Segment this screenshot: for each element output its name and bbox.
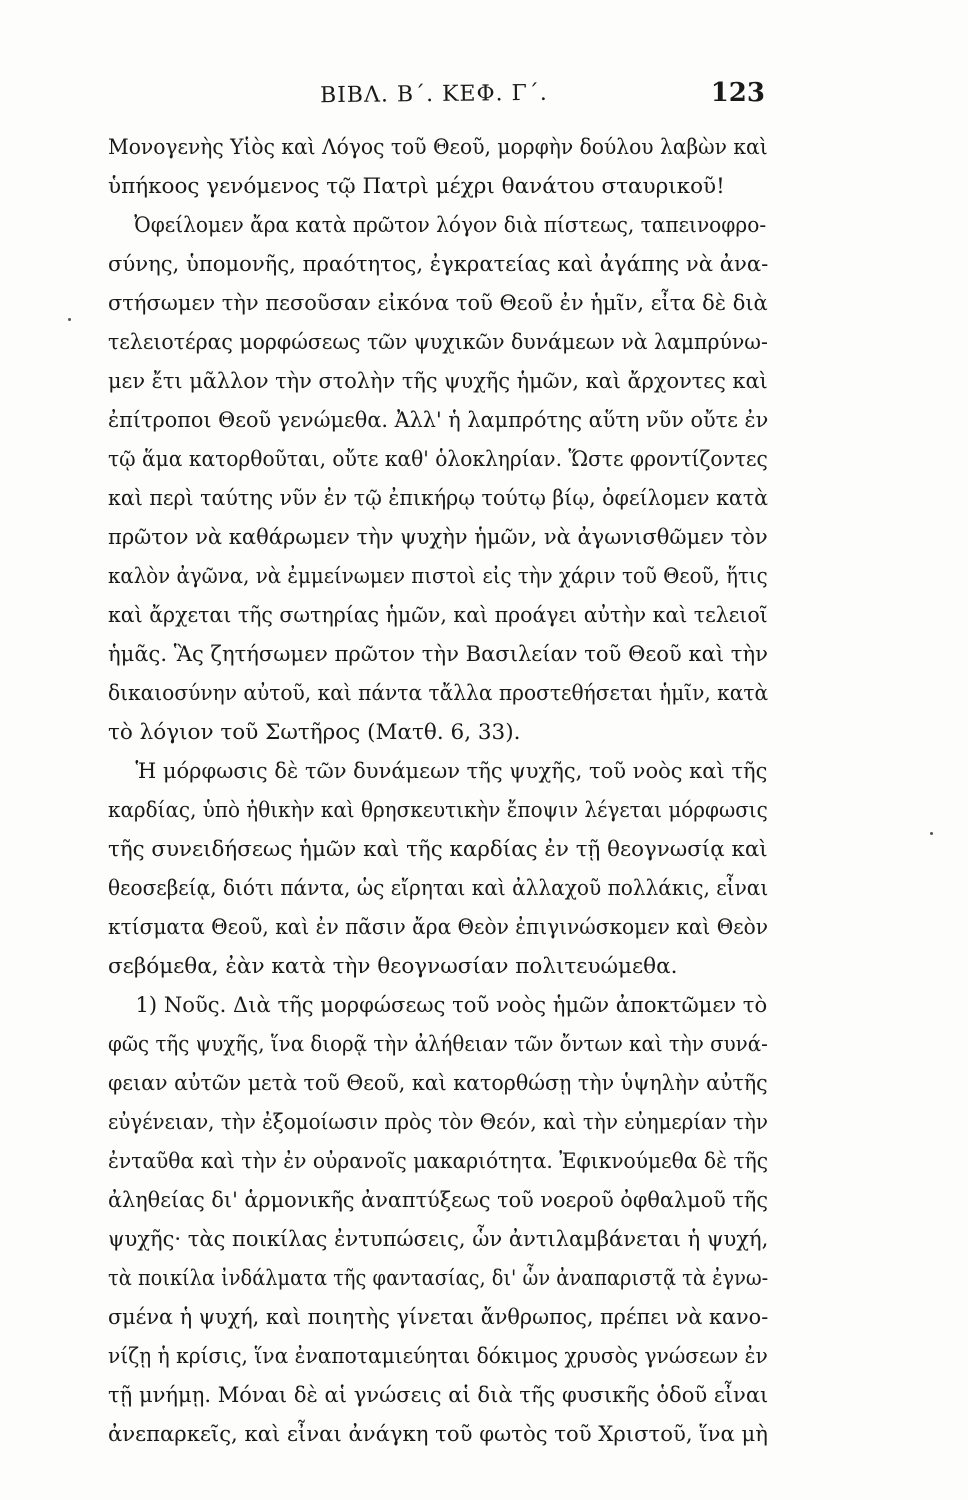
- paragraph-start-line: Ὀφείλομεν ἄρα κατὰ πρῶτον λόγον διὰ πίστεως, ταπεινοφρο-: [134, 213, 767, 238]
- running-head: [110, 78, 765, 114]
- paragraph-start-line: Ἡ μόρφωσις δὲ τῶν δυνάμεων τῆς ψυχῆς, τοῦ νοὸς καὶ τῆς: [135, 759, 768, 784]
- text-line: τελειοτέρας μορφώσεως τῶν ψυχικῶν δυνάμεων νὰ λαμπρύνω-: [108, 330, 768, 355]
- running-title: ΒΙΒΛ. Β΄. ΚΕΦ. Γ΄.: [319, 80, 548, 109]
- text-line: ψυχῆς· τὰς ποικίλας ἐντυπώσεις, ὧν ἀντιλαμβάνεται ἡ ψυχή,: [108, 1227, 769, 1252]
- text-line: ἀληθείας δι' ἁρμονικῆς ἀναπτύξεως τοῦ νοεροῦ ὀφθαλμοῦ τῆς: [108, 1188, 769, 1213]
- text-line: φῶς τῆς ψυχῆς, ἵνα διορᾷ τὴν ἀλήθειαν τῶν ὄντων καὶ τὴν συνά-: [108, 1032, 768, 1057]
- text-line: καρδίας, ὑπὸ ἠθικὴν καὶ θρησκευτικὴν ἔποψιν λέγεται μόρφωσις: [108, 798, 768, 823]
- text-line: μεν ἔτι μᾶλλον τὴν στολὴν τῆς ψυχῆς ἡμῶν, καὶ ἄρχοντες καὶ: [108, 369, 768, 394]
- text-line: τὰ ποικίλα ἰνδάλματα τῆς φαντασίας, δι' ὧν ἀναπαριστᾷ τὰ ἐγνω-: [108, 1266, 769, 1291]
- text-line: καὶ ἄρχεται τῆς σωτηρίας ἡμῶν, καὶ προάγει αὐτὴν καὶ τελειοῖ: [108, 603, 768, 628]
- text-line: φειαν αὐτῶν μετὰ τοῦ Θεοῦ, καὶ κατορθώσῃ τὴν ὑψηλὴν αὐτῆς: [108, 1071, 768, 1096]
- print-speck: [930, 832, 933, 835]
- text-line: στήσωμεν τὴν πεσοῦσαν εἰκόνα τοῦ Θεοῦ ἐν ἡμῖν, εἶτα δὲ διὰ: [108, 291, 768, 316]
- text-line: τῷ ἅμα κατορθοῦται, οὔτε καθ' ὁλοκληρίαν. Ὥστε φροντίζοντες: [108, 447, 768, 472]
- body-text: [108, 128, 768, 1454]
- text-line: τῆς συνειδήσεως ἡμῶν καὶ τῆς καρδίας ἐν τῇ θεογνωσίᾳ καὶ: [108, 837, 768, 862]
- text-line: ἡμᾶς. Ἃς ζητήσωμεν πρῶτον τὴν Βασιλείαν τοῦ Θεοῦ καὶ τὴν: [108, 642, 768, 667]
- text-line: πρῶτον νὰ καθάρωμεν τὴν ψυχὴν ἡμῶν, νὰ ἀγωνισθῶμεν τὸν: [108, 525, 768, 550]
- text-line: εὐγένειαν, τὴν ἐξομοίωσιν πρὸς τὸν Θεόν, καὶ τὴν εὐημερίαν τὴν: [108, 1110, 768, 1135]
- page-number: 123: [710, 78, 765, 108]
- text-line: δικαιοσύνην αὐτοῦ, καὶ πάντα τἄλλα προστεθήσεται ἡμῖν, κατὰ: [108, 681, 769, 706]
- text-line: νίζῃ ἡ κρίσις, ἵνα ἐναποταμιεύηται δόκιμος χρυσὸς γνώσεων ἐν: [108, 1344, 768, 1369]
- text-line: Μονογενὴς Υἱὸς καὶ Λόγος τοῦ Θεοῦ, μορφὴν δούλου λαβὼν καὶ: [108, 135, 768, 160]
- text-line: ἐπίτροποι Θεοῦ γενώμεθα. Ἀλλ' ἡ λαμπρότης αὕτη νῦν οὔτε ἐν: [108, 408, 769, 433]
- print-speck: [68, 318, 71, 321]
- text-line: καὶ περὶ ταύτης νῦν ἐν τῷ ἐπικήρῳ τούτῳ βίῳ, ὀφείλομεν κατὰ: [108, 486, 769, 511]
- text-line: σεβόμεθα, ἐὰν κατὰ τὴν θεογνωσίαν πολιτευώμεθα.: [108, 954, 678, 979]
- text-line: καλὸν ἀγῶνα, νὰ ἐμμείνωμεν πιστοὶ εἰς τὴν χάριν τοῦ Θεοῦ, ἥτις: [108, 564, 768, 589]
- text-line: σύνης, ὑπομονῆς, πραότητος, ἐγκρατείας καὶ ἀγάπης νὰ ἀνα-: [108, 252, 769, 277]
- text-line: θεοσεβείᾳ, διότι πάντα, ὡς εἴρηται καὶ ἀλλαχοῦ πολλάκις, εἶναι: [108, 876, 769, 901]
- text-line: ἐνταῦθα καὶ τὴν ἐν οὐρανοῖς μακαριότητα. Ἐφικνούμεθα δὲ τῆς: [108, 1149, 769, 1174]
- text-line: κτίσματα Θεοῦ, καὶ ἐν πᾶσιν ἄρα Θεὸν ἐπιγινώσκομεν καὶ Θεὸν: [108, 915, 768, 940]
- text-line: τῇ μνήμῃ. Μόναι δὲ αἱ γνώσεις αἱ διὰ τῆς φυσικῆς ὁδοῦ εἶναι: [108, 1383, 769, 1408]
- text-line: σμένα ἡ ψυχή, καὶ ποιητὴς γίνεται ἄνθρωπος, πρέπει νὰ κανο-: [108, 1305, 769, 1330]
- text-line: ἀνεπαρκεῖς, καὶ εἶναι ἀνάγκη τοῦ φωτὸς τοῦ Χριστοῦ, ἵνα μὴ: [108, 1422, 768, 1447]
- text-line: ὑπήκοος γενόμενος τῷ Πατρὶ μέχρι θανάτου σταυρικοῦ!: [108, 174, 725, 199]
- section-heading-line: 1) Νοῦς. Διὰ τῆς μορφώσεως τοῦ νοὸς ἡμῶν ἀποκτῶμεν τὸ: [135, 993, 768, 1018]
- text-line: τὸ λόγιον τοῦ Σωτῆρος (Ματθ. 6, 33).: [108, 720, 521, 745]
